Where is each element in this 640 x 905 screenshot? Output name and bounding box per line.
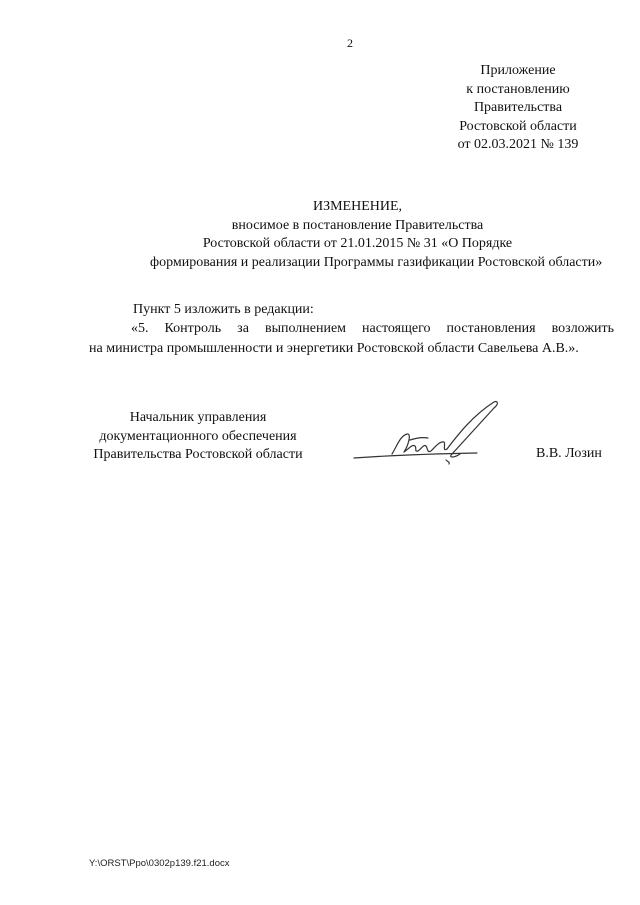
signer-name: В.В. Лозин bbox=[536, 446, 602, 461]
handwritten-signature bbox=[352, 396, 502, 481]
instruction-text: Пункт 5 изложить в редакции: bbox=[133, 302, 314, 317]
signer-title-line: Правительства Ростовской области bbox=[93, 447, 303, 462]
signer-title-line: документационного обеспечения bbox=[99, 428, 297, 444]
page-number: 2 bbox=[347, 36, 353, 50]
appendix-line: от 02.03.2021 № 139 bbox=[457, 137, 579, 152]
title-heading: ИЗМЕНЕНИЕ, bbox=[312, 199, 403, 214]
title-line: Ростовской области от 21.01.2015 № 31 «О Порядке bbox=[202, 236, 513, 251]
file-path: Y:\ORST\Ppo\0302p139.f21.docx bbox=[89, 858, 230, 869]
appendix-line: к постановлению bbox=[466, 81, 570, 97]
appendix-line: Приложение bbox=[480, 63, 556, 78]
appendix-header bbox=[420, 62, 616, 155]
title-line: формирования и реализации Программы газификации Ростовской области» bbox=[150, 254, 603, 270]
paragraph-line: «5. Контроль за выполнением настоящего постановления возложить bbox=[131, 321, 614, 336]
signer-title bbox=[78, 409, 318, 465]
signer-title-line: Начальник управления bbox=[129, 410, 267, 425]
title-line: вносимое в постановление Правительства bbox=[231, 217, 484, 233]
document-title bbox=[150, 198, 603, 272]
paragraph-line: на министра промышленности и энергетики Ростовской области Савельева А.В.». bbox=[89, 341, 579, 356]
appendix-line: Ростовской области bbox=[459, 118, 577, 134]
appendix-line: Правительства bbox=[473, 100, 563, 115]
